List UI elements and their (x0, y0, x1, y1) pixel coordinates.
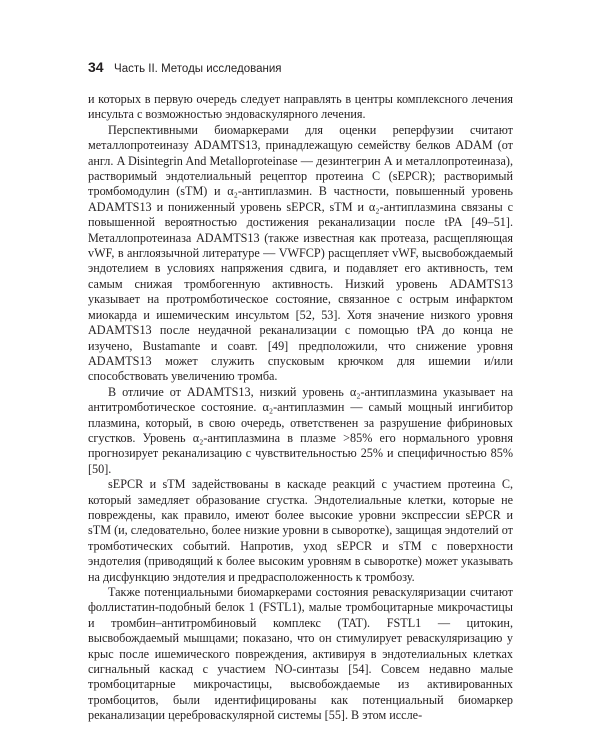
page-number: 34 (88, 59, 104, 75)
paragraph: В отличие от ADAMTS13, низкий уровень α₂-антиплазмина указывает на антитромботическое состояние. α₂-антиплазмин — самый мощный ингибитор плазмина, который, в свою очередь, ответственен за разрушение фибриновых сгустков. Уровень α₂-антиплазмина в плазме >85% его нормального уровня прогнозирует реканализацию с чувствительностью 25% и специфичностью 85% [50]. (88, 384, 513, 476)
page-header (88, 59, 282, 77)
paragraph: Также потенциальными биомаркерами состояния реваскуляризации считают фоллистатин-подобный белок 1 (FSTL1), малые тромбоцитарные микрочастицы и тромбин–антитромбиновый комплекс (TAT). FSTL1 — цитокин, высвобождаемый мышцами; показано, что он стимулирует реваскуляризацию у крыс после ишемического повреждения, активируя в эндотелиальных клетках сигнальный каскад с участием NO-синтазы [54]. Совсем недавно малые тромбоцитарные микрочастицы, высвобождаемые из активированных тромбоцитов, были идентифицированы как потенциальный биомаркер реканализации цереброваскулярной системы [55]. В этом иссле- (88, 585, 513, 723)
paragraph: Перспективными биомаркерами для оценки реперфузии считают металлопротеиназу ADAMTS13, принадлежащую семейству белков ADAM (от англ. A Disintegrin And Metalloproteinase — дезинтегрин А и металлопротеиназа), растворимый эндотелиальный рецептор протеина С (sEPCR); растворимый тромбомодулин (sTM) и α₂-антиплазмин. В частности, повышенный уровень ADAMTS13 и пониженный уровень sEPCR, sTM и α₂-антиплазмина связаны с повышенной вероятностью достижения реканализации после tPA [49–51]. Металлопротеиназа ADAMTS13 (также известная как протеаза, расщепляющая vWF, в англоязычной литературе — VWFCP) расщепляет vWF, высвобождаемый эндотелием в условиях напряжения сдвига, и подавляет его активность, тем самым снижая тромбогенную активность. Низкий уровень ADAMTS13 указывает на протромботическое состояние, связанное с острым инфарктом миокарда и ишемическим инсультом [52, 53]. Хотя значение низкого уровня ADAMTS13 после неудачной реканализации с помощью tPA до конца не изучено, Bustamante и соавт. [49] предположили, что снижение уровня ADAMTS13 может служить спусковым крючком для ишемии и/или способствовать увеличению тромба. (88, 122, 513, 384)
running-head: Часть II. Методы исследования (114, 63, 282, 75)
paragraph: sEPCR и sTM задействованы в каскаде реакций с участием протеина С, который замедляет образование сгустка. Эндотелиальные клетки, которые не повреждены, как правило, имеют более высокие уровни экспрессии sEPCR и sTM (и, следовательно, более низкие уровни в сыворотке), защищая эндотелий от тромботических событий. Напротив, уход sEPCR и sTM с поверхности эндотелия (приводящий к более высоким уровням в сыворотке) может указывать на дисфункцию эндотелия и предрасположенность к тромбозу. (88, 477, 513, 584)
paragraph: и которых в первую очередь следует направлять в центры комплексного лечения инсульта с возможностью эндоваскулярного лечения. (88, 92, 513, 122)
body-text (88, 92, 513, 724)
